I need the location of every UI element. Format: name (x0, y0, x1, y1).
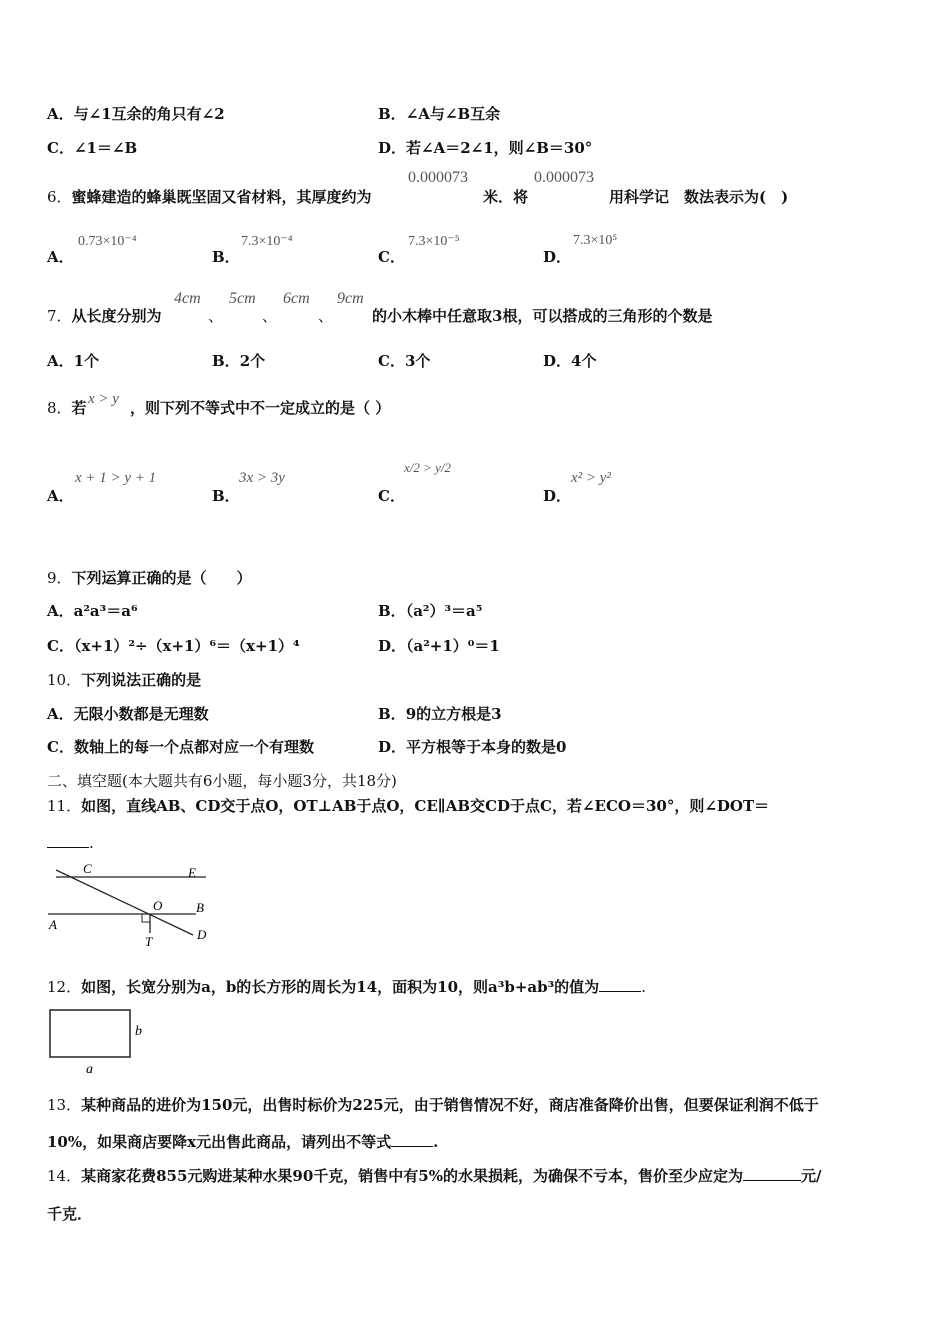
q5-option-c: C．∠1＝∠B (47, 139, 138, 157)
q7-option-a: A．1个 (47, 352, 100, 370)
q10-option-d: D．平方根等于本身的数是0 (378, 738, 567, 756)
q12-label-b: b (135, 1024, 142, 1039)
q5-option-a: A．与∠1互余的角只有∠2 (47, 105, 225, 123)
q8-option-c: C． (378, 487, 405, 505)
q5-option-b: B．∠A与∠B互余 (378, 105, 501, 123)
q11-blank[interactable] (47, 847, 89, 848)
q14-blank[interactable] (743, 1180, 801, 1181)
q8-option-a-math: x + 1 > y + 1 (75, 470, 157, 486)
q7-length-1: 4cm (174, 290, 201, 307)
q7-length-2: 5cm (229, 290, 256, 307)
q7-length-4: 9cm (337, 290, 364, 307)
q8-option-d: D． (543, 487, 572, 505)
q8-option-c-math: x/2 > y/2 (404, 460, 452, 475)
q6-stem-2: 米．将 (483, 188, 529, 206)
q11-label-o: O (153, 898, 163, 913)
q7-sep-3: 、 (318, 307, 334, 325)
q9-option-a: A．a²a³＝a⁶ (47, 602, 138, 620)
q8-option-b-math: 3x > 3y (239, 470, 285, 486)
q7-option-c: C．3个 (378, 352, 431, 370)
section-heading: 二、填空题(本大题共有6小题，每小题3分，共18分) (47, 772, 397, 790)
q13-stem-2: 10%，如果商店要降x元出售此商品，请列出不等式 . (47, 1133, 439, 1151)
q7-stem: 7．从长度分别为 (47, 307, 162, 325)
q10-option-a: A．无限小数都是无理数 (47, 705, 209, 723)
q8-option-a: A． (47, 487, 74, 505)
q7-length-3: 6cm (283, 290, 310, 307)
q7-sep-2: 、 (262, 307, 278, 325)
q11-label-e: E (188, 865, 196, 880)
q11-figure (46, 860, 216, 950)
q8-condition: x > y (88, 391, 119, 407)
q8-stem: 8．若 (47, 399, 87, 417)
q11-answer-line: . (47, 834, 94, 852)
q14-stem: 14．某商家花费855元购进某种水果90千克，销售中有5%的水果损耗，为确保不亏本，售价至少应定为 元/ (47, 1167, 822, 1185)
q13-blank[interactable] (391, 1146, 433, 1147)
q7-stem-2: 的小木棒中任意取3根，可以搭成的三角形的个数是 (372, 307, 713, 325)
q9-option-c: C．（x+1）²÷（x+1）⁶＝（x+1）⁴ (47, 637, 300, 655)
q8-option-b: B． (212, 487, 240, 505)
q10-option-c: C．数轴上的每一个点都对应一个有理数 (47, 738, 314, 756)
q11-stem: 11．如图，直线AB、CD交于点O，OT⊥AB于点O，CE∥AB交CD于点C，若∠ECO＝30°，则∠DOT＝ (47, 797, 770, 815)
q9-option-d: D．（a²+1）⁰＝1 (378, 637, 500, 655)
q12-label-a: a (86, 1062, 93, 1077)
q11-label-c: C (83, 861, 92, 876)
q14-stem-2: 千克． (47, 1205, 93, 1223)
q13-stem: 13．某种商品的进价为150元，出售时标价为225元，由于销售情况不好，商店准备降价出售，但要保证利润不低于 (47, 1096, 819, 1114)
q8-stem-2: ，则下列不等式中不一定成立的是（ ） (130, 399, 391, 417)
q10-option-b: B．9的立方根是3 (378, 705, 502, 723)
q7-sep-1: 、 (208, 307, 224, 325)
q6-option-c: C． (378, 248, 405, 266)
q6-stem: 6．蜜蜂建造的蜂巢既坚固又省材料，其厚度约为 (47, 188, 372, 206)
q7-option-b: B．2个 (212, 352, 266, 370)
q12-figure (46, 1005, 156, 1077)
q9-option-b: B．（a²）³＝a⁵ (378, 602, 483, 620)
q6-option-c-math: 7.3×10⁻⁵ (408, 234, 460, 249)
q6-option-a: A． (47, 248, 74, 266)
q11-label-d: D (197, 927, 207, 942)
q8-option-d-math: x² > y² (571, 470, 611, 486)
q6-option-a-math: 0.73×10⁻⁴ (78, 234, 137, 249)
q6-value-1: 0.000073 (408, 169, 468, 186)
q11-label-a: A (49, 917, 57, 932)
q6-option-d-math: 7.3×10⁵ (573, 233, 618, 248)
q9-stem: 9．下列运算正确的是（ ） (47, 569, 252, 587)
q6-value-2: 0.000073 (534, 169, 594, 186)
q5-option-d: D．若∠A＝2∠1，则∠B＝30° (378, 139, 593, 157)
q6-option-d: D． (543, 248, 572, 266)
q6-stem-3: 用科学记 数法表示为( ) (609, 188, 789, 206)
q12-stem: 12．如图，长宽分别为a，b的长方形的周长为14，面积为10，则a³b+ab³的值为 . (47, 978, 646, 996)
q7-option-d: D．4个 (543, 352, 597, 370)
q12-blank[interactable] (599, 991, 641, 992)
q10-stem: 10．下列说法正确的是 (47, 671, 202, 689)
q11-label-b: B (196, 900, 204, 915)
q6-option-b: B． (212, 248, 240, 266)
q6-option-b-math: 7.3×10⁻⁴ (241, 234, 293, 249)
q11-label-t: T (145, 934, 153, 949)
